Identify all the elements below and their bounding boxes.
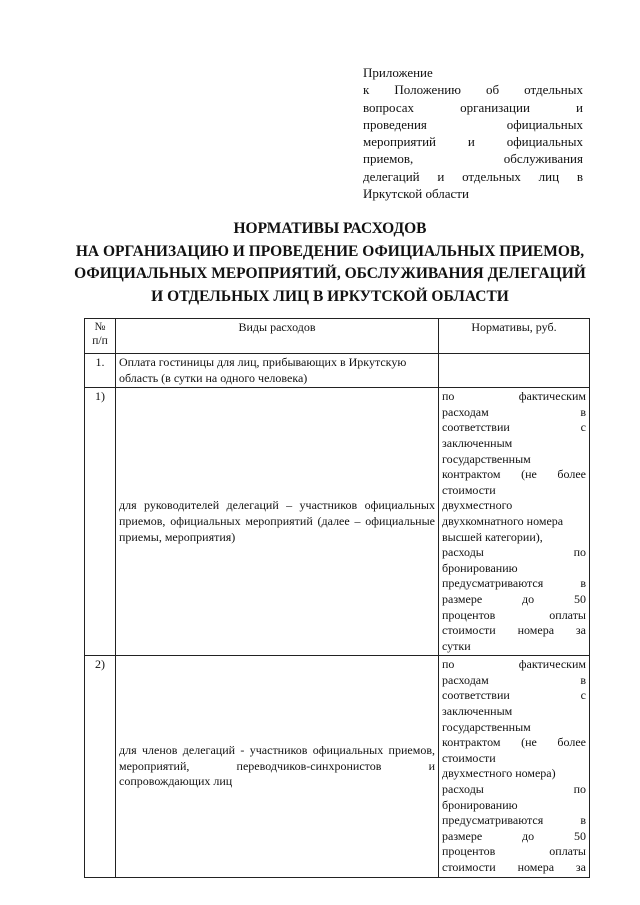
norm-line: государственным (442, 719, 531, 734)
row-number: 2) (85, 656, 116, 877)
header-number-line: № (94, 321, 106, 333)
title-line: И ОТДЕЛЬНЫХ ЛИЦ В ИРКУТСКОЙ ОБЛАСТИ (151, 287, 509, 305)
table-row (85, 388, 590, 656)
norm-line: процентов оплаты (442, 607, 586, 622)
appendix-line: к Положению об отдельных (363, 82, 583, 98)
title-line: НА ОРГАНИЗАЦИЮ И ПРОВЕДЕНИЕ ОФИЦИАЛЬНЫХ ПРИЕМОВ, (75, 242, 585, 260)
appendix-line: делегаций и отдельных лиц в (363, 168, 583, 184)
appendix-line: Иркутской области (363, 186, 469, 202)
appendix-line: проведения официальных (363, 116, 583, 132)
appendix-line: мероприятий и официальных (363, 134, 583, 150)
appendix-line: приемов, обслуживания (363, 151, 583, 167)
appendix-line: вопросах организации и (363, 99, 583, 115)
row-expense-type: Оплата гостиницы для лиц, прибывающих в Иркутскую область (в сутки на одного человека) (116, 354, 439, 388)
title-line: НОРМАТИВЫ РАСХОДОВ (233, 220, 427, 237)
title-line: ОФИЦИАЛЬНЫХ МЕРОПРИЯТИЙ, ОБСЛУЖИВАНИЯ ДЕЛЕГАЦИЙ (74, 265, 586, 282)
header-number (85, 319, 116, 354)
norm-line: стоимости номера за (442, 860, 586, 874)
norm-line: бронированию (442, 797, 518, 812)
norm-line: предусматриваются в (442, 813, 586, 828)
table-row (85, 656, 590, 877)
norm-line: соответствии с (442, 688, 586, 703)
norm-line: двухкомнатного номера (442, 513, 564, 528)
norm-line: расходам в (442, 404, 586, 419)
norm-line: сутки (442, 638, 471, 653)
row-norm (439, 354, 590, 388)
table-row (85, 354, 590, 388)
norm-line: стоимости номера за (442, 623, 586, 638)
row-expense-type: для руководителей делегаций – участников официальных приемов, официальных мероприятий (далее – официальные приемы, мероприятия) (116, 388, 439, 656)
norm-line: стоимости (442, 750, 496, 765)
norm-line: по фактическим (442, 657, 586, 672)
row-norm (439, 656, 590, 877)
norms-table (84, 318, 590, 878)
norm-line: расходы по (442, 545, 586, 560)
norm-line: бронированию (442, 560, 518, 575)
norm-line: двухместного номера) (442, 766, 556, 781)
norm-line: контрактом (не более (442, 735, 586, 750)
norm-line: государственным (442, 451, 531, 466)
document-title (60, 218, 600, 308)
norm-line: процентов оплаты (442, 844, 586, 859)
norm-line: заключенным (442, 435, 513, 450)
norm-line: предусматриваются в (442, 576, 586, 591)
row-number: 1. (85, 354, 116, 388)
norm-line: расходы по (442, 782, 586, 797)
header-number-line: п/п (92, 335, 108, 347)
table-header-row (85, 319, 590, 354)
row-expense-type: для членов делегаций - участников официальных приемов, мероприятий, переводчиков-синхронистов и сопровождающих лиц (116, 656, 439, 877)
norm-line: соответствии с (442, 420, 586, 435)
norm-line: высшей категории), (442, 529, 543, 544)
appendix-block (363, 64, 583, 202)
norm-line: стоимости (442, 482, 496, 497)
norm-line: заключенным (442, 704, 513, 719)
norm-line: размере до 50 (442, 828, 586, 843)
appendix-line: Приложение (363, 65, 433, 80)
norm-line: размере до 50 (442, 591, 586, 606)
row-norm (439, 388, 590, 656)
header-norms: Нормативы, руб. (439, 319, 590, 354)
header-expense-types: Виды расходов (116, 319, 439, 354)
norm-line: контрактом (не более (442, 467, 586, 482)
norm-line: расходам в (442, 672, 586, 687)
norm-line: двухместного (442, 498, 513, 513)
norm-line: по фактическим (442, 389, 586, 404)
row-number: 1) (85, 388, 116, 656)
